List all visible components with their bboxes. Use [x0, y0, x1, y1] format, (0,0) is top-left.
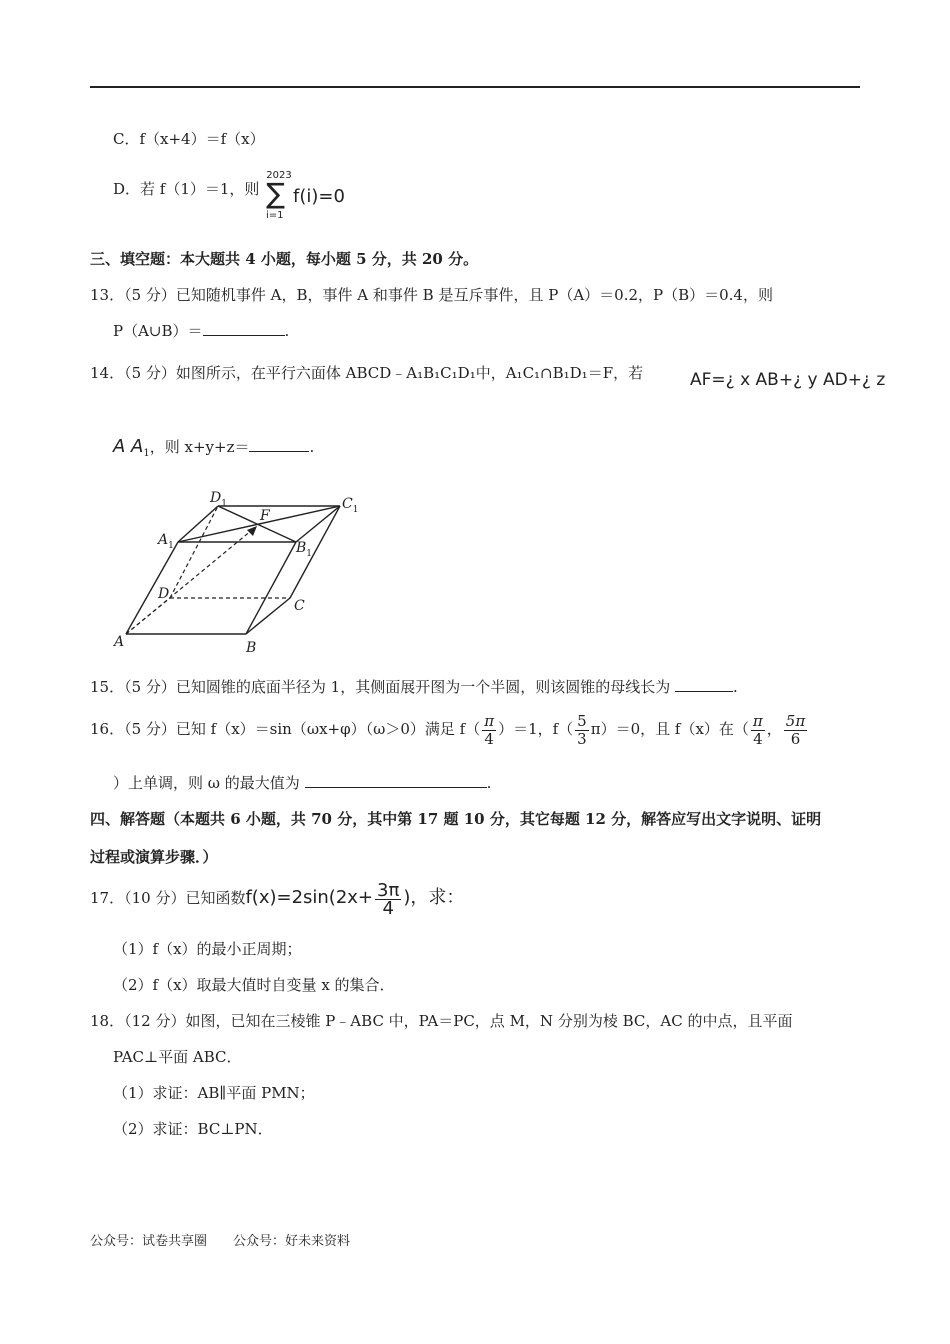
- section-4-heading-line1: 四、解答题（本题共 6 小题，共 70 分，其中第 17 题 10 分，其它每题 12 分，解答应写出文字说明、证明: [90, 810, 822, 828]
- label-b: B: [246, 640, 257, 656]
- q15-text: 15．（5 分）已知圆锥的底面半径为 1，其侧面展开图为一个半圆，则该圆锥的母线长为: [90, 678, 671, 696]
- parallelepiped-figure: [112, 486, 372, 656]
- frac-5pi-6: $\frac{5\pi}{6}$: [785, 711, 806, 748]
- diag-b1d1: [218, 506, 296, 542]
- q16-line2-text: ）上单调，则 ω 的最大值为: [113, 774, 300, 792]
- q13-blank: [203, 321, 285, 336]
- vector-aa1: A A: [113, 436, 144, 457]
- q17-line: [90, 878, 464, 918]
- q13-line1: 13．（5 分）已知随机事件 A，B，事件 A 和事件 B 是互斥事件，且 P（A）＝0.2，P（B）＝0.4，则: [90, 286, 773, 304]
- q15-blank: [675, 677, 733, 692]
- edge-dd1-hidden: [170, 506, 218, 598]
- header-rule: [90, 86, 860, 88]
- label-d1: $D_1$: [210, 490, 227, 509]
- q12-option-d: [113, 178, 259, 199]
- q17-func: f(x)=2sin(2x+: [245, 887, 374, 908]
- sum-upper: 2023: [266, 170, 292, 181]
- q17-pre: 17．（10 分）已知函数: [90, 889, 246, 907]
- q16-blank: [305, 773, 487, 788]
- edge-bb1: [246, 542, 296, 634]
- label-b1: $B_1$: [296, 540, 313, 559]
- q14-line1: 14．（5 分）如图所示，在平行六面体 ABCD﹣A₁B₁C₁D₁中，A₁C₁∩B₁D₁＝F，若: [90, 364, 644, 382]
- q17-part2: （2）f（x）取最大值时自变量 x 的集合．: [113, 976, 395, 994]
- q16-line1: 16．（5 分）已知 f（x）＝sin（ωx+φ）（ω＞0）满足 f（ $\frac{\pi}{4}$ ）＝1，f（ $\frac{5}{3}$ π）＝0，且 f（x）在（ $\frac{\pi}{4}$ ， $\frac{5\pi}{6}$: [90, 711, 806, 748]
- q16-text-a: 16．（5 分）已知 f（x）＝sin（ωx+φ）（ω＞0）满足 f（: [90, 720, 481, 738]
- q13-line2-text: P（A∪B）＝: [113, 322, 203, 340]
- frac-pi-4: $\frac{\pi}{4}$: [484, 711, 495, 748]
- footer-text: 公众号：试卷共享圈 公众号：好未来资料: [90, 1234, 351, 1249]
- q14-vector-expr: AF=¿ x AB+¿ y AD+¿ z: [690, 370, 886, 390]
- q18-line2: PAC⊥平面 ABC．: [113, 1048, 242, 1066]
- q12-option-d-text: D．若 f（1）＝1，则: [113, 180, 260, 198]
- section-3-heading: 三、填空题：本大题共 4 小题，每小题 5 分，共 20 分。: [90, 250, 479, 268]
- sum-body: f(i)=0: [293, 186, 345, 207]
- q18-part2: （2）求证：BC⊥PN．: [113, 1120, 273, 1138]
- vector-af-arrowhead: [247, 526, 257, 536]
- q13-line2: P（A∪B）＝ .: [113, 322, 290, 340]
- frac-3pi-4: $\frac{3\pi}{4}$: [377, 879, 400, 919]
- frac-5-3: $\frac{5}{3}$: [577, 711, 587, 748]
- q14-blank: [249, 437, 309, 452]
- q16-text-c: π）＝0，且 f（x）在（: [590, 720, 749, 738]
- q12-option-c: C．f（x+4）＝f（x）: [113, 130, 265, 148]
- q17-part1: （1）f（x）的最小正周期；: [113, 940, 302, 958]
- edge-aa1: [126, 542, 178, 634]
- q18-part1: （1）求证：AB∥平面 PMN；: [113, 1084, 315, 1102]
- q14-line2-text: ，则 x+y+z＝: [149, 438, 250, 456]
- label-f: F: [260, 508, 270, 524]
- label-c1: $C_1$: [342, 496, 359, 515]
- diag-a1c1: [178, 506, 340, 542]
- label-a1: $A_1$: [158, 532, 174, 551]
- edge-a1d1: [178, 506, 218, 542]
- q16-line2: ）上单调，则 ω 的最大值为 .: [113, 774, 492, 792]
- section-4-heading-line2: 过程或演算步骤．）: [90, 848, 218, 866]
- label-c: C: [294, 598, 305, 614]
- q15-line: 15．（5 分）已知圆锥的底面半径为 1，其侧面展开图为一个半圆，则该圆锥的母线长为 .: [90, 678, 738, 696]
- q14-line2: A $A_1$，则 x+y+z＝ .: [113, 436, 315, 459]
- label-d: D: [158, 586, 170, 602]
- q18-line1: 18．（12 分）如图，已知在三棱锥 P﹣ABC 中，PA＝PC，点 M，N 分别为棱 BC，AC 的中点，且平面: [90, 1012, 793, 1030]
- vector-af: [126, 530, 252, 634]
- frac-pi-4-b: $\frac{\pi}{4}$: [752, 711, 763, 748]
- sum-symbol: ∑: [266, 177, 285, 210]
- q17-close: )，求：: [403, 887, 465, 908]
- q16-text-b: ）＝1，f（: [498, 720, 574, 738]
- edge-bc: [246, 598, 290, 634]
- label-a: A: [114, 634, 125, 650]
- sum-lower: i=1: [266, 210, 284, 221]
